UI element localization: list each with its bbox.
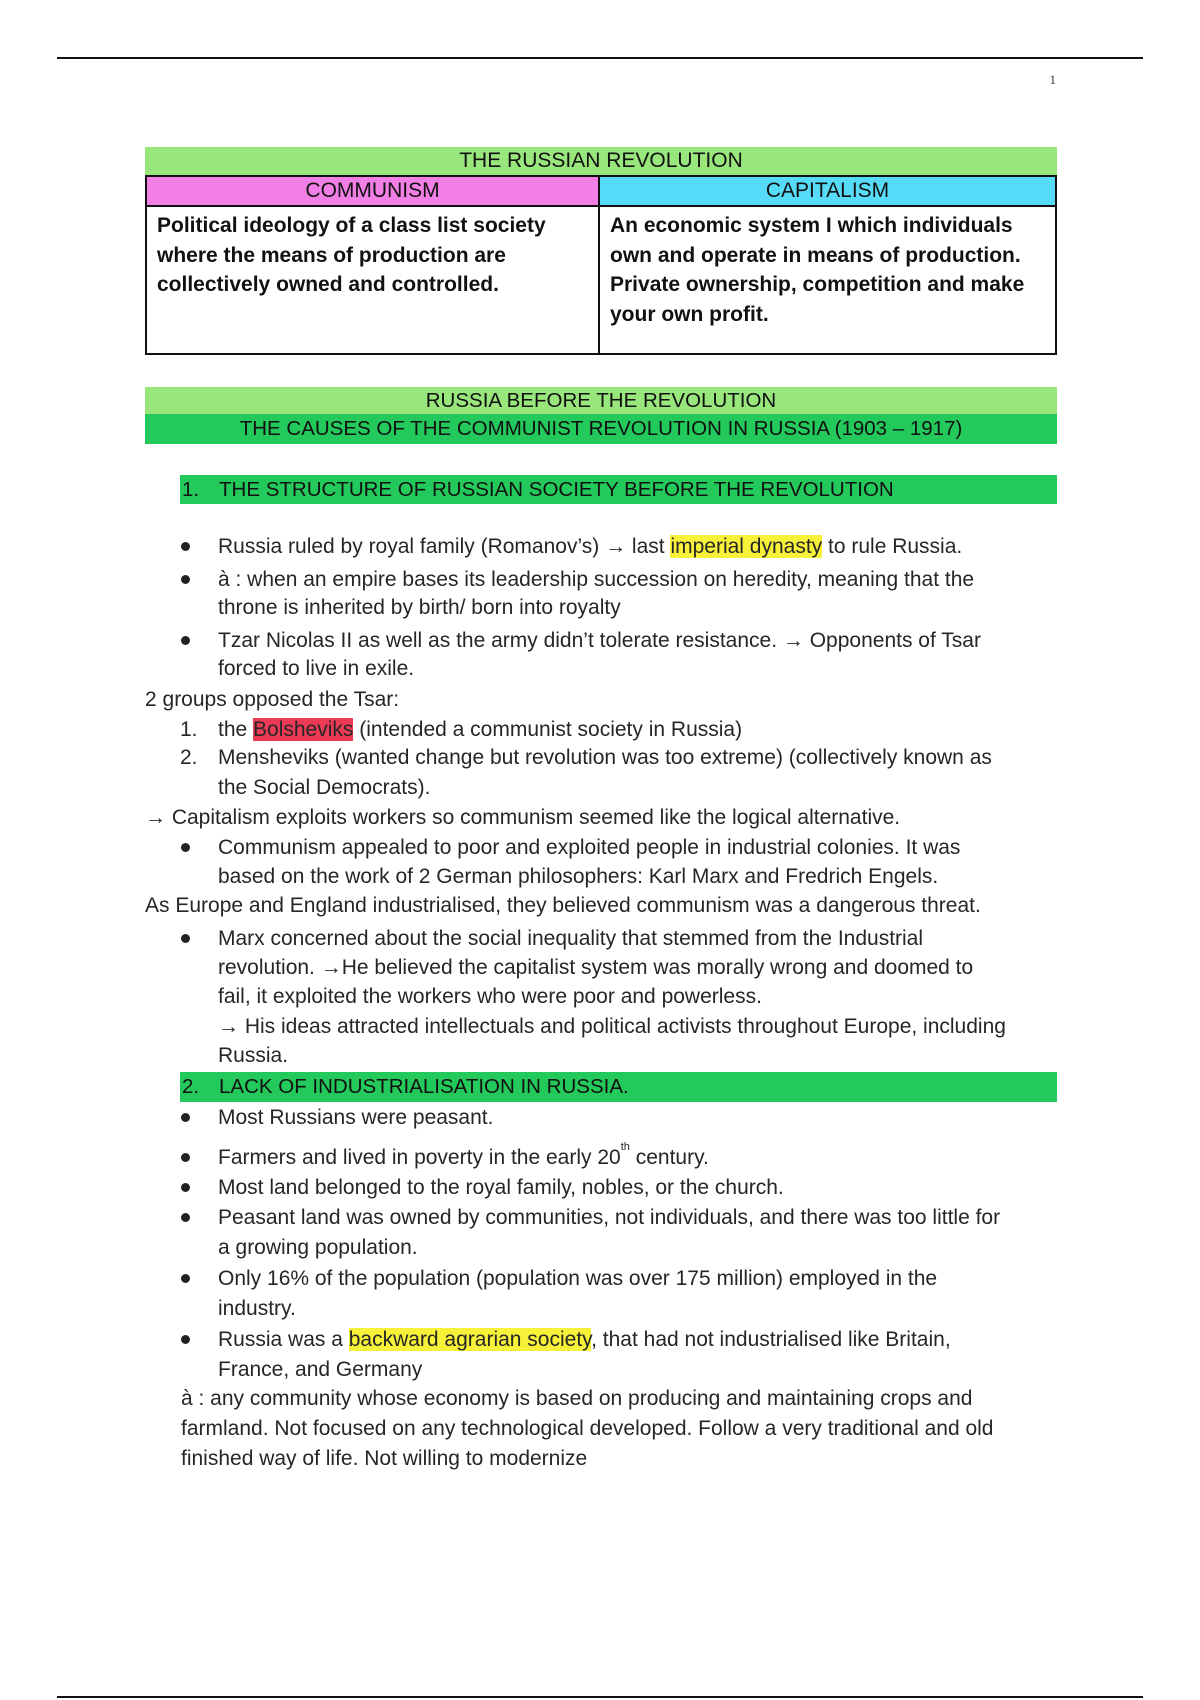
bullet-icon [181, 1335, 190, 1344]
group2-line2: the Social Democrats). [218, 776, 431, 799]
europe-line: As Europe and England industrialised, they believed communism was a dangerous threat. [145, 894, 981, 917]
s1-bullet3-line1: Tzar Nicolas II as well as the army didn’t tolerate resistance. → Opponents of Tsar [218, 629, 981, 652]
bullet-icon [181, 934, 190, 943]
section2-number: 2. [182, 1075, 200, 1098]
band-before-revolution: RUSSIA BEFORE THE REVOLUTION [145, 387, 1057, 414]
marx-line3: fail, it exploited the workers who were poor and powerless. [218, 985, 762, 1008]
page-number: 1 [1049, 72, 1056, 87]
definition-line3: finished way of life. Not willing to modernize [181, 1447, 588, 1470]
s2-bullet5-line1: Only 16% of the population (population was over 175 million) employed in the [218, 1267, 938, 1290]
s1-bullet1: Russia ruled by royal family (Romanov’s) → last imperial dynasty to rule Russia. [218, 535, 963, 558]
definition-line1: à : any community whose economy is based on producing and maintaining crops and [181, 1387, 973, 1410]
groups-intro: 2 groups opposed the Tsar: [145, 688, 400, 711]
intro-table-grid [145, 175, 1057, 355]
s1-bullet3-line2: forced to live in exile. [218, 657, 415, 680]
s1-bullet2-line2: throne is inherited by birth/ born into royalty [218, 596, 621, 619]
capitalism-line: own and operate in means of production. [610, 243, 1021, 267]
bullet-icon [181, 575, 190, 584]
section1-number: 1. [182, 478, 200, 501]
bullet-icon [181, 1213, 190, 1222]
s2-bullet6: Russia was a backward agrarian society, that had not industrialised like Britain, [218, 1328, 951, 1351]
group1-number: 1. [180, 718, 198, 741]
marx-line1: Marx concerned about the social inequality that stemmed from the Industrial [218, 927, 924, 950]
communism-line: where the means of production are [157, 243, 506, 267]
marx-line4: → His ideas attracted intellectuals and political activists throughout Europe, including [218, 1015, 1006, 1038]
capitalism-definition [600, 207, 1055, 353]
top-rule [57, 57, 1143, 59]
highlight-backward-agrarian: backward agrarian society [348, 1328, 592, 1351]
bullet-icon [181, 1274, 190, 1283]
group2-number: 2. [180, 746, 198, 769]
band-causes: THE CAUSES OF THE COMMUNIST REVOLUTION IN RUSSIA (1903 – 1917) [145, 414, 1057, 444]
s2-bullet3: Most land belonged to the royal family, nobles, or the church. [218, 1176, 784, 1199]
communism-line: Political ideology of a class list society [157, 214, 546, 237]
communism-definition [147, 207, 600, 353]
communism-appeal-line2: based on the work of 2 German philosophers: Karl Marx and Fredrich Engels. [218, 865, 939, 888]
s2-bullet1: Most Russians were peasant. [218, 1106, 494, 1129]
marx-line5: Russia. [218, 1044, 289, 1067]
highlight-bolsheviks: Bolsheviks [253, 718, 354, 741]
communism-header: COMMUNISM [147, 175, 600, 207]
bullet-icon [181, 636, 190, 645]
definition-line2: farmland. Not focused on any technological developed. Follow a very traditional and old [181, 1417, 994, 1440]
communism-line: collectively owned and controlled. [157, 273, 499, 296]
marx-line2: revolution. →He believed the capitalist system was morally wrong and doomed to [218, 956, 974, 979]
intro-table-title: THE RUSSIAN REVOLUTION [145, 147, 1057, 175]
communism-appeal-line1: Communism appealed to poor and exploited people in industrial colonies. It was [218, 836, 961, 859]
group2-line1: Mensheviks (wanted change but revolution was too extreme) (collectively known as [218, 746, 992, 769]
s2-bullet5-line2: industry. [218, 1297, 296, 1320]
bullet-icon [181, 1113, 190, 1122]
bullet-icon [181, 843, 190, 852]
capitalism-line: An economic system I which individuals [610, 214, 1013, 237]
highlight-imperial-dynasty: imperial dynasty [670, 535, 823, 558]
section2-heading [180, 1072, 1057, 1102]
s2-bullet4-line2: a growing population. [218, 1236, 418, 1259]
section1-heading [180, 475, 1057, 504]
capitalism-line: → Capitalism exploits workers so communism seemed like the logical alternative. [145, 806, 901, 829]
intro-table [145, 147, 1057, 355]
section2-title: LACK OF INDUSTRIALISATION IN RUSSIA. [219, 1075, 629, 1098]
bottom-rule [57, 1696, 1143, 1698]
s2-bullet4-line1: Peasant land was owned by communities, not individuals, and there was too little for [218, 1206, 1001, 1229]
bullet-icon [181, 542, 190, 551]
bullet-icon [181, 1183, 190, 1192]
group1: the Bolsheviks (intended a communist society in Russia) [218, 718, 743, 741]
capitalism-header: CAPITALISM [600, 175, 1055, 207]
capitalism-line: Private ownership, competition and make [610, 273, 1025, 296]
capitalism-line: your own profit. [610, 302, 769, 326]
bullet-icon [181, 1153, 190, 1162]
s1-bullet2-line1: à : when an empire bases its leadership succession on heredity, meaning that the [218, 568, 975, 591]
section1-title: THE STRUCTURE OF RUSSIAN SOCIETY BEFORE THE REVOLUTION [219, 478, 894, 501]
s2-bullet2: Farmers and lived in poverty in the early 20th century. [218, 1141, 709, 1169]
s2-bullet6-line2: France, and Germany [218, 1358, 423, 1381]
